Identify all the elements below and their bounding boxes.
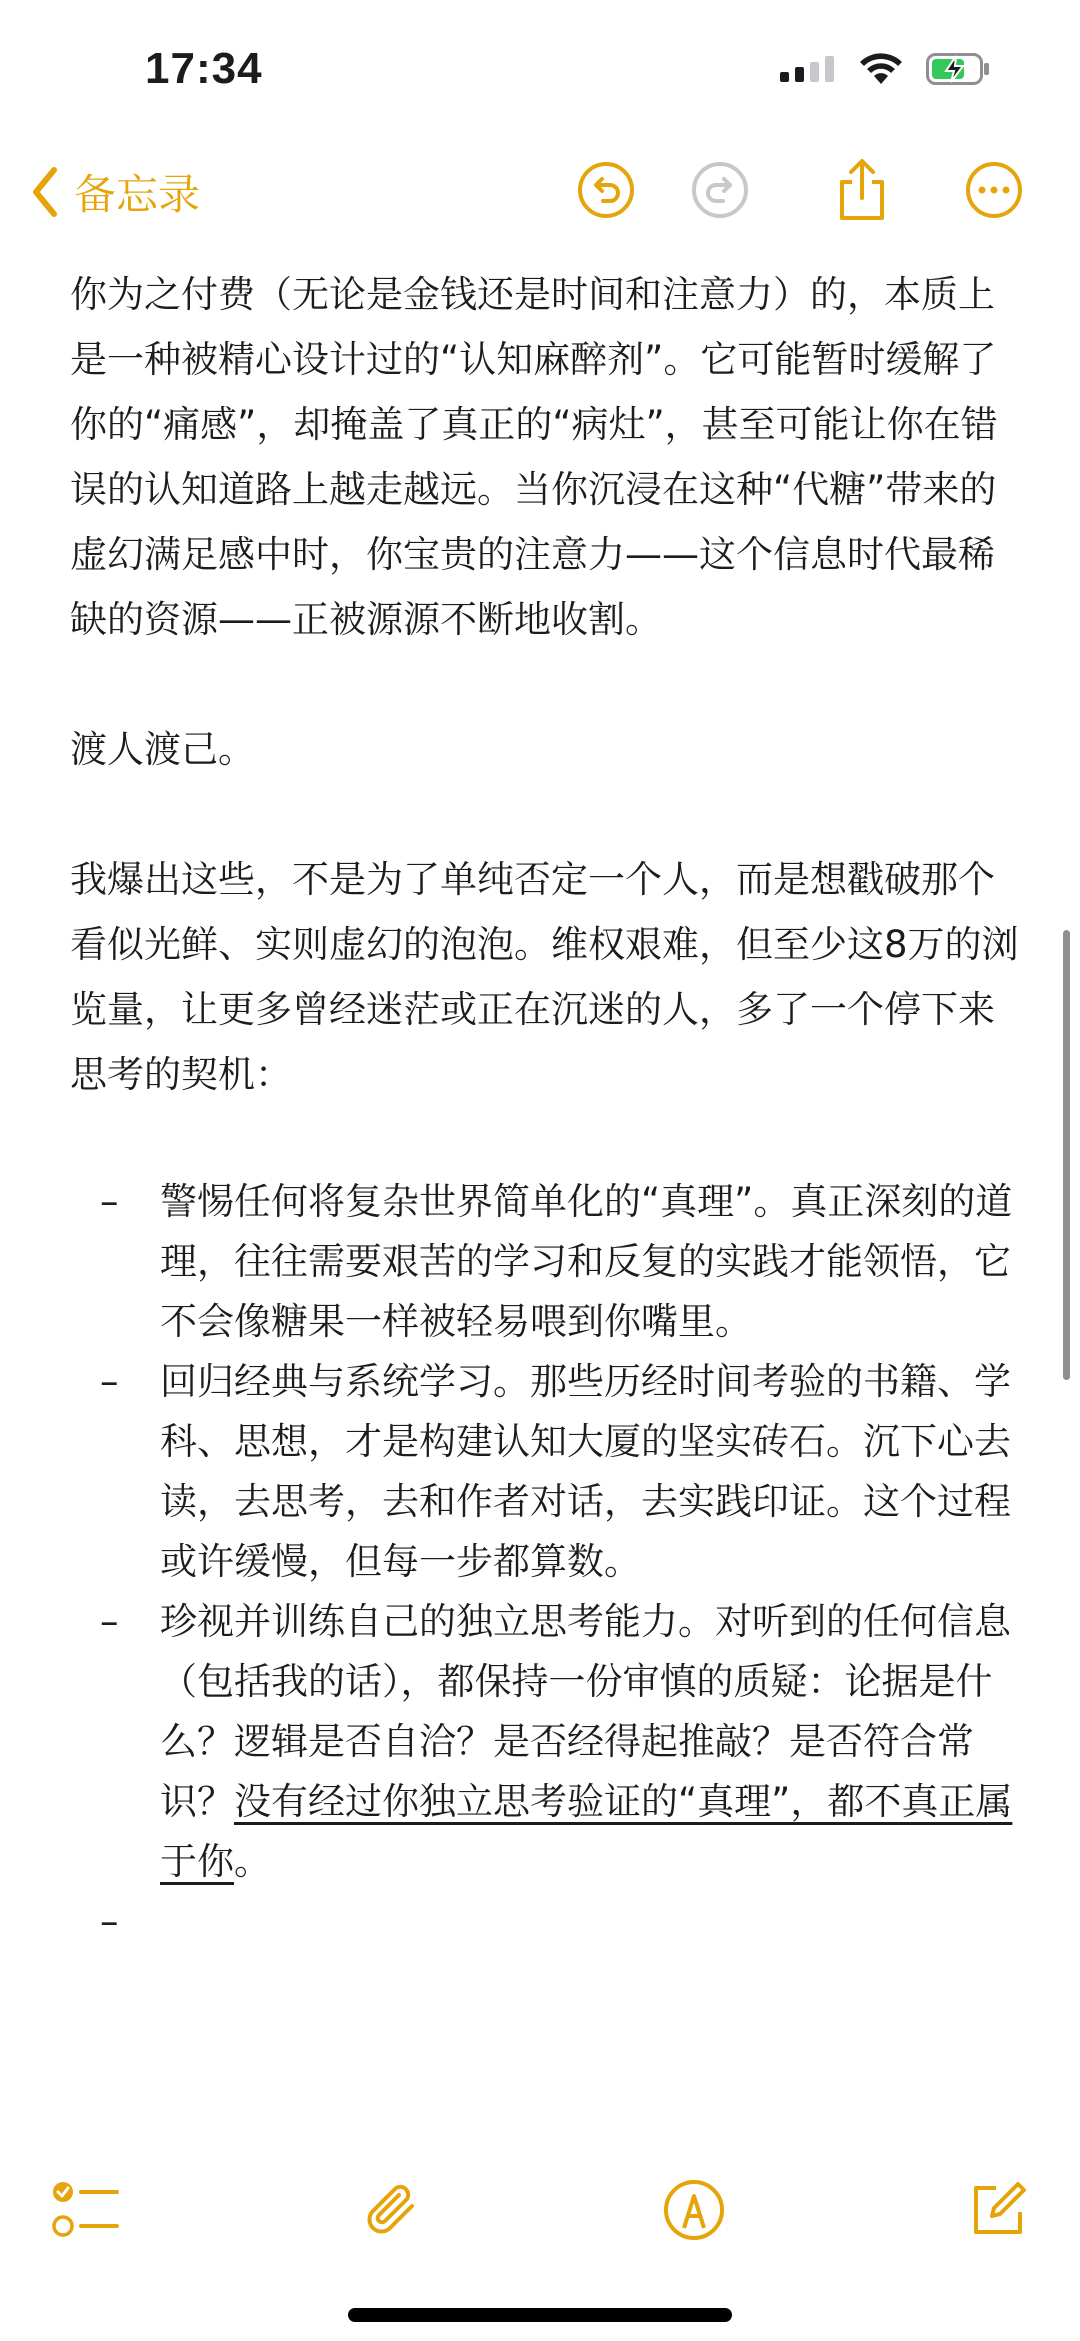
list-dash: – (100, 1900, 119, 1943)
pen-markup-icon (662, 2178, 726, 2242)
list-item (70, 1172, 1020, 1352)
cellular-signal-icon (780, 56, 836, 82)
list-dash: – (100, 1360, 119, 1403)
nav-bar (0, 140, 1080, 250)
paperclip-icon (360, 2178, 424, 2242)
undo-icon (576, 160, 636, 220)
more-options-icon (964, 160, 1024, 220)
list-item-text: 回归经典与系统学习。那些历经时间考验的书籍、学科、思想，才是构建认知大厦的坚实砖石。沉下心去读，去思考，去和作者对话，去实践印证。这个过程或许缓慢，但每一步都算数。 (160, 1360, 1011, 1583)
checklist-button[interactable] (46, 2170, 126, 2250)
scrollbar-thumb[interactable] (1063, 930, 1070, 1380)
chevron-left-icon (30, 166, 60, 218)
list-item-suffix: 。 (234, 1840, 271, 1883)
share-icon (834, 158, 890, 222)
home-indicator (348, 2308, 732, 2322)
list-item (70, 1352, 1020, 1592)
note-paragraph: 我爆出这些，不是为了单纯否定一个人，而是想戳破那个看似光鲜、实则虚幻的泡泡。维权艰难，但至少这8万的浏览量，让更多曾经迷茫或正在沉迷的人，多了一个停下来思考的契机： (70, 858, 1019, 1096)
list-item-text: 警惕任何将复杂世界简单化的“真理”。真正深刻的道理，往往需要艰苦的学习和反复的实践才能领悟，它不会像糖果一样被轻易喂到你嘴里。 (160, 1180, 1013, 1343)
markup-button[interactable] (654, 2170, 734, 2250)
wifi-icon (858, 52, 904, 86)
attachment-button[interactable] (352, 2170, 432, 2250)
status-time: 17:34 (145, 44, 263, 93)
status-bar (0, 0, 1080, 140)
note-paragraph: 渡人渡己。 (70, 728, 255, 771)
more-button[interactable] (962, 158, 1026, 222)
dash-list (70, 1172, 1020, 1943)
list-dash: – (100, 1600, 119, 1643)
back-label: 备忘录 (74, 170, 201, 219)
compose-icon (966, 2178, 1030, 2242)
underlined-text: 没有经过你独立思考验证的“真理”，都不真正属于你 (160, 1780, 1013, 1883)
checklist-icon (51, 2178, 121, 2242)
status-icons (780, 52, 990, 86)
note-paragraph: 你为之付费（无论是金钱还是时间和注意力）的，本质上是一种被精心设计过的“认知麻醉剂”。它可能暂时缓解了你的“痛感”，却掩盖了真正的“病灶”，甚至可能让你在错误的认知道路上越走越远。当你沉浸在这种“代糖”带来的虚幻满足感中时，你宝贵的注意力——这个信息时代最稀缺的资源——正被源源不断地收割。 (70, 273, 998, 641)
compose-button[interactable] (958, 2170, 1038, 2250)
back-button[interactable] (30, 162, 200, 222)
share-button[interactable] (830, 158, 894, 222)
list-item (70, 1592, 1020, 1892)
list-dash: – (100, 1180, 119, 1223)
undo-button[interactable] (574, 158, 638, 222)
list-item-text: 珍视并训练自己的独立思考能力。对听到的任何信息（包括我的话），都保持一份审慎的质疑：论据是什么？逻辑是否自洽？是否经得起推敲？是否符合常识？ (160, 1600, 1011, 1823)
note-body[interactable] (70, 262, 1020, 1943)
redo-button[interactable] (688, 158, 752, 222)
redo-icon (690, 160, 750, 220)
bottom-toolbar (0, 2150, 1080, 2270)
battery-charging-icon (926, 53, 990, 85)
